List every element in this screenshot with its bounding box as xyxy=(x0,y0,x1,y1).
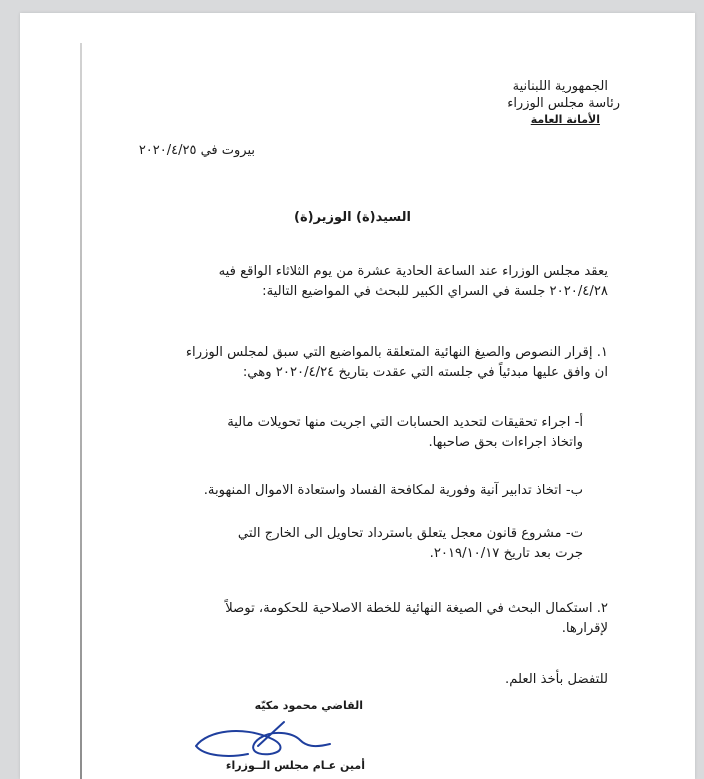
sub-item-a-line-1: أ- اجراء تحقيقات لتحديد الحسابات التي اجريت منها تحويلات مالية xyxy=(227,415,583,430)
closing-line: للتفضل بأخذ العلم. xyxy=(505,672,608,687)
header-office: رئاسة مجلس الوزراء xyxy=(507,96,620,111)
handwritten-signature xyxy=(188,716,338,762)
sub-item-b-line-1: ب- اتخاذ تدابير آنية وفورية لمكافحة الفساد واستعادة الاموال المنهوبة. xyxy=(203,483,583,498)
sub-item-c-line-2: جرت بعد تاريخ ٢٠١٩/١٠/١٧. xyxy=(429,546,583,561)
document-date: بيروت في ٢٠٢٠/٤/٢٥ xyxy=(138,143,255,158)
intro-line-2: ٢٠٢٠/٤/٢٨ جلسة في السراي الكبير للبحث في المواضيع التالية: xyxy=(262,284,608,299)
item-1-line-1: ١. إقرار النصوص والصيغ النهائية المتعلقة بالمواضيع التي سبق لمجلس الوزراء xyxy=(185,345,608,360)
sub-item-c-line-1: ت- مشروع قانون معجل يتعلق باسترداد تحاويل الى الخارج التي xyxy=(237,526,583,541)
sub-item-a-line-2: واتخاذ اجراءات بحق صاحبها. xyxy=(428,435,583,450)
item-2-line-1: ٢. استكمال البحث في الصيغة النهائية للخطة الاصلاحية للحكومة، توصلاً xyxy=(225,601,608,616)
document-page xyxy=(20,13,695,779)
item-1-line-2: ان وافق عليها مبدئياً في جلسته التي عقدت بتاريخ ٢٠٢٠/٤/٢٤ وهي: xyxy=(242,365,608,380)
signatory-name: القاضي محمود مكيّه xyxy=(254,699,363,712)
item-2-line-2: لإقرارها. xyxy=(561,621,608,636)
header-country: الجمهورية اللبنانية xyxy=(512,79,608,94)
intro-line-1: يعقد مجلس الوزراء عند الساعة الحادية عشرة من يوم الثلاثاء الواقع فيه xyxy=(218,264,608,279)
header-secretariat: الأمانة العامة xyxy=(530,113,600,126)
salutation: السيد(ة) الوزير(ة) xyxy=(294,210,411,225)
signatory-title: أمين عـام مجلس الــوزراء xyxy=(225,759,365,772)
page-edge-line xyxy=(80,43,82,779)
